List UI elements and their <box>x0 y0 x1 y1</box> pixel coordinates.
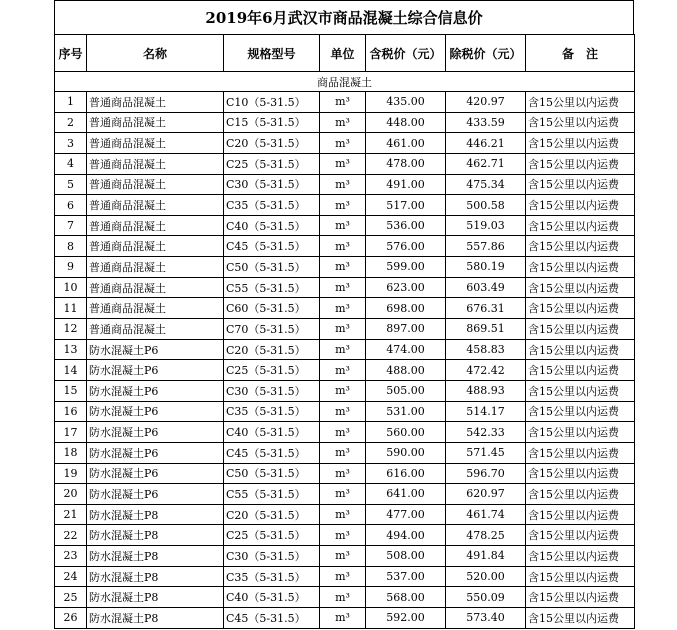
cell-notax-price: 433.59 <box>446 112 526 133</box>
cell-name: 防水混凝土P8 <box>87 566 224 587</box>
cell-spec: C55（5-31.5） <box>224 277 320 298</box>
cell-tax-price: 488.00 <box>366 360 446 381</box>
cell-tax-price: 623.00 <box>366 277 446 298</box>
table-row <box>55 587 635 608</box>
cell-spec: C25（5-31.5） <box>224 525 320 546</box>
cell-no: 7 <box>55 215 87 236</box>
cell-name: 普通商品混凝土 <box>87 277 224 298</box>
header-notax-price: 除税价（元） <box>446 35 526 72</box>
section-label: 商品混凝土 <box>55 72 635 92</box>
cell-unit: m³ <box>320 442 366 463</box>
cell-name: 普通商品混凝土 <box>87 319 224 340</box>
cell-note: 含15公里以内运费 <box>526 587 635 608</box>
cell-spec: C45（5-31.5） <box>224 442 320 463</box>
cell-no: 2 <box>55 112 87 133</box>
cell-tax-price: 474.00 <box>366 339 446 360</box>
cell-name: 普通商品混凝土 <box>87 195 224 216</box>
cell-no: 1 <box>55 92 87 113</box>
cell-note: 含15公里以内运费 <box>526 298 635 319</box>
cell-unit: m³ <box>320 504 366 525</box>
cell-spec: C15（5-31.5） <box>224 112 320 133</box>
cell-note: 含15公里以内运费 <box>526 257 635 278</box>
cell-note: 含15公里以内运费 <box>526 133 635 154</box>
cell-no: 15 <box>55 380 87 401</box>
cell-name: 防水混凝土P6 <box>87 360 224 381</box>
cell-unit: m³ <box>320 112 366 133</box>
cell-unit: m³ <box>320 463 366 484</box>
cell-note: 含15公里以内运费 <box>526 463 635 484</box>
cell-note: 含15公里以内运费 <box>526 380 635 401</box>
cell-name: 防水混凝土P6 <box>87 422 224 443</box>
cell-unit: m³ <box>320 566 366 587</box>
header-unit: 单位 <box>320 35 366 72</box>
cell-notax-price: 458.83 <box>446 339 526 360</box>
table-row <box>55 236 635 257</box>
cell-spec: C30（5-31.5） <box>224 380 320 401</box>
cell-tax-price: 599.00 <box>366 257 446 278</box>
cell-note: 含15公里以内运费 <box>526 236 635 257</box>
cell-tax-price: 537.00 <box>366 566 446 587</box>
cell-no: 12 <box>55 319 87 340</box>
cell-unit: m³ <box>320 257 366 278</box>
table-row <box>55 153 635 174</box>
sheet-title: 2019年6月武汉市商品混凝土综合信息价 <box>54 0 634 34</box>
header-note: 备 注 <box>526 35 635 72</box>
cell-spec: C20（5-31.5） <box>224 133 320 154</box>
cell-name: 普通商品混凝土 <box>87 236 224 257</box>
cell-no: 19 <box>55 463 87 484</box>
cell-name: 普通商品混凝土 <box>87 298 224 319</box>
cell-spec: C40（5-31.5） <box>224 422 320 443</box>
cell-tax-price: 517.00 <box>366 195 446 216</box>
cell-name: 普通商品混凝土 <box>87 153 224 174</box>
cell-no: 5 <box>55 174 87 195</box>
cell-unit: m³ <box>320 195 366 216</box>
cell-tax-price: 491.00 <box>366 174 446 195</box>
cell-note: 含15公里以内运费 <box>526 422 635 443</box>
cell-note: 含15公里以内运费 <box>526 174 635 195</box>
cell-unit: m³ <box>320 236 366 257</box>
cell-no: 17 <box>55 422 87 443</box>
cell-notax-price: 557.86 <box>446 236 526 257</box>
cell-spec: C25（5-31.5） <box>224 360 320 381</box>
cell-note: 含15公里以内运费 <box>526 277 635 298</box>
cell-tax-price: 505.00 <box>366 380 446 401</box>
cell-spec: C55（5-31.5） <box>224 484 320 505</box>
cell-note: 含15公里以内运费 <box>526 112 635 133</box>
cell-name: 防水混凝土P8 <box>87 546 224 567</box>
cell-no: 9 <box>55 257 87 278</box>
cell-tax-price: 560.00 <box>366 422 446 443</box>
cell-unit: m³ <box>320 215 366 236</box>
cell-name: 普通商品混凝土 <box>87 112 224 133</box>
cell-unit: m³ <box>320 133 366 154</box>
cell-no: 25 <box>55 587 87 608</box>
cell-no: 8 <box>55 236 87 257</box>
cell-unit: m³ <box>320 546 366 567</box>
cell-name: 普通商品混凝土 <box>87 174 224 195</box>
cell-note: 含15公里以内运费 <box>526 566 635 587</box>
cell-unit: m³ <box>320 298 366 319</box>
table-row <box>55 215 635 236</box>
table-row <box>55 546 635 567</box>
cell-unit: m³ <box>320 380 366 401</box>
cell-tax-price: 461.00 <box>366 133 446 154</box>
cell-notax-price: 571.45 <box>446 442 526 463</box>
cell-tax-price: 508.00 <box>366 546 446 567</box>
cell-unit: m³ <box>320 484 366 505</box>
cell-name: 防水混凝土P6 <box>87 442 224 463</box>
cell-name: 防水混凝土P8 <box>87 525 224 546</box>
table-row <box>55 319 635 340</box>
cell-spec: C45（5-31.5） <box>224 608 320 629</box>
cell-unit: m³ <box>320 319 366 340</box>
table-row <box>55 195 635 216</box>
cell-tax-price: 435.00 <box>366 92 446 113</box>
cell-tax-price: 576.00 <box>366 236 446 257</box>
table-row <box>55 339 635 360</box>
cell-notax-price: 500.58 <box>446 195 526 216</box>
table-row <box>55 112 635 133</box>
cell-spec: C70（5-31.5） <box>224 319 320 340</box>
header-no: 序号 <box>55 35 87 72</box>
table-row <box>55 463 635 484</box>
cell-unit: m³ <box>320 525 366 546</box>
cell-name: 防水混凝土P8 <box>87 587 224 608</box>
cell-no: 21 <box>55 504 87 525</box>
cell-notax-price: 491.84 <box>446 546 526 567</box>
cell-notax-price: 446.21 <box>446 133 526 154</box>
cell-note: 含15公里以内运费 <box>526 608 635 629</box>
cell-no: 4 <box>55 153 87 174</box>
cell-note: 含15公里以内运费 <box>526 546 635 567</box>
cell-tax-price: 494.00 <box>366 525 446 546</box>
cell-spec: C35（5-31.5） <box>224 401 320 422</box>
table-row <box>55 360 635 381</box>
cell-notax-price: 580.19 <box>446 257 526 278</box>
cell-spec: C50（5-31.5） <box>224 463 320 484</box>
cell-name: 防水混凝土P8 <box>87 504 224 525</box>
cell-tax-price: 477.00 <box>366 504 446 525</box>
cell-notax-price: 596.70 <box>446 463 526 484</box>
table-row <box>55 442 635 463</box>
cell-notax-price: 520.00 <box>446 566 526 587</box>
cell-no: 10 <box>55 277 87 298</box>
cell-spec: C30（5-31.5） <box>224 546 320 567</box>
cell-spec: C35（5-31.5） <box>224 566 320 587</box>
cell-tax-price: 592.00 <box>366 608 446 629</box>
cell-tax-price: 531.00 <box>366 401 446 422</box>
cell-note: 含15公里以内运费 <box>526 195 635 216</box>
cell-spec: C30（5-31.5） <box>224 174 320 195</box>
header-tax-price: 含税价（元） <box>366 35 446 72</box>
cell-no: 18 <box>55 442 87 463</box>
cell-unit: m³ <box>320 92 366 113</box>
cell-no: 11 <box>55 298 87 319</box>
cell-unit: m³ <box>320 153 366 174</box>
cell-name: 防水混凝土P6 <box>87 380 224 401</box>
cell-tax-price: 897.00 <box>366 319 446 340</box>
cell-no: 23 <box>55 546 87 567</box>
cell-notax-price: 620.97 <box>446 484 526 505</box>
cell-name: 防水混凝土P6 <box>87 339 224 360</box>
cell-no: 3 <box>55 133 87 154</box>
cell-name: 防水混凝土P8 <box>87 608 224 629</box>
cell-unit: m³ <box>320 360 366 381</box>
table-row <box>55 257 635 278</box>
cell-no: 24 <box>55 566 87 587</box>
cell-unit: m³ <box>320 422 366 443</box>
price-sheet <box>54 0 634 629</box>
section-row <box>55 72 635 92</box>
cell-unit: m³ <box>320 587 366 608</box>
cell-notax-price: 478.25 <box>446 525 526 546</box>
cell-no: 26 <box>55 608 87 629</box>
cell-note: 含15公里以内运费 <box>526 319 635 340</box>
cell-notax-price: 519.03 <box>446 215 526 236</box>
table-row <box>55 92 635 113</box>
cell-spec: C50（5-31.5） <box>224 257 320 278</box>
cell-notax-price: 542.33 <box>446 422 526 443</box>
cell-tax-price: 616.00 <box>366 463 446 484</box>
cell-note: 含15公里以内运费 <box>526 215 635 236</box>
cell-note: 含15公里以内运费 <box>526 525 635 546</box>
cell-spec: C10（5-31.5） <box>224 92 320 113</box>
cell-unit: m³ <box>320 174 366 195</box>
table-row <box>55 504 635 525</box>
table-row <box>55 174 635 195</box>
cell-notax-price: 461.74 <box>446 504 526 525</box>
cell-notax-price: 514.17 <box>446 401 526 422</box>
cell-name: 防水混凝土P6 <box>87 484 224 505</box>
table-row <box>55 525 635 546</box>
cell-tax-price: 478.00 <box>366 153 446 174</box>
cell-notax-price: 869.51 <box>446 319 526 340</box>
header-spec: 规格型号 <box>224 35 320 72</box>
cell-spec: C20（5-31.5） <box>224 339 320 360</box>
table-row <box>55 484 635 505</box>
cell-spec: C40（5-31.5） <box>224 587 320 608</box>
cell-unit: m³ <box>320 608 366 629</box>
cell-notax-price: 676.31 <box>446 298 526 319</box>
table-row <box>55 133 635 154</box>
cell-note: 含15公里以内运费 <box>526 401 635 422</box>
cell-tax-price: 448.00 <box>366 112 446 133</box>
cell-note: 含15公里以内运费 <box>526 484 635 505</box>
cell-spec: C20（5-31.5） <box>224 504 320 525</box>
cell-no: 13 <box>55 339 87 360</box>
cell-note: 含15公里以内运费 <box>526 153 635 174</box>
cell-name: 普通商品混凝土 <box>87 257 224 278</box>
cell-no: 6 <box>55 195 87 216</box>
price-table <box>54 34 635 629</box>
table-row <box>55 608 635 629</box>
cell-unit: m³ <box>320 401 366 422</box>
cell-name: 普通商品混凝土 <box>87 133 224 154</box>
table-header-row <box>55 35 635 72</box>
cell-notax-price: 462.71 <box>446 153 526 174</box>
cell-notax-price: 603.49 <box>446 277 526 298</box>
table-row <box>55 277 635 298</box>
cell-tax-price: 641.00 <box>366 484 446 505</box>
cell-unit: m³ <box>320 339 366 360</box>
cell-spec: C40（5-31.5） <box>224 215 320 236</box>
cell-note: 含15公里以内运费 <box>526 442 635 463</box>
cell-note: 含15公里以内运费 <box>526 504 635 525</box>
cell-name: 防水混凝土P6 <box>87 463 224 484</box>
cell-tax-price: 536.00 <box>366 215 446 236</box>
cell-spec: C60（5-31.5） <box>224 298 320 319</box>
cell-no: 20 <box>55 484 87 505</box>
cell-no: 16 <box>55 401 87 422</box>
cell-name: 普通商品混凝土 <box>87 92 224 113</box>
cell-tax-price: 590.00 <box>366 442 446 463</box>
cell-name: 普通商品混凝土 <box>87 215 224 236</box>
cell-no: 14 <box>55 360 87 381</box>
cell-spec: C35（5-31.5） <box>224 195 320 216</box>
cell-notax-price: 475.34 <box>446 174 526 195</box>
table-row <box>55 401 635 422</box>
cell-notax-price: 573.40 <box>446 608 526 629</box>
cell-notax-price: 488.93 <box>446 380 526 401</box>
cell-tax-price: 568.00 <box>366 587 446 608</box>
table-row <box>55 422 635 443</box>
cell-spec: C25（5-31.5） <box>224 153 320 174</box>
cell-note: 含15公里以内运费 <box>526 92 635 113</box>
cell-note: 含15公里以内运费 <box>526 360 635 381</box>
cell-unit: m³ <box>320 277 366 298</box>
cell-notax-price: 420.97 <box>446 92 526 113</box>
cell-notax-price: 472.42 <box>446 360 526 381</box>
cell-note: 含15公里以内运费 <box>526 339 635 360</box>
table-row <box>55 380 635 401</box>
cell-notax-price: 550.09 <box>446 587 526 608</box>
cell-no: 22 <box>55 525 87 546</box>
table-row <box>55 566 635 587</box>
header-name: 名称 <box>87 35 224 72</box>
cell-tax-price: 698.00 <box>366 298 446 319</box>
table-row <box>55 298 635 319</box>
cell-spec: C45（5-31.5） <box>224 236 320 257</box>
cell-name: 防水混凝土P6 <box>87 401 224 422</box>
